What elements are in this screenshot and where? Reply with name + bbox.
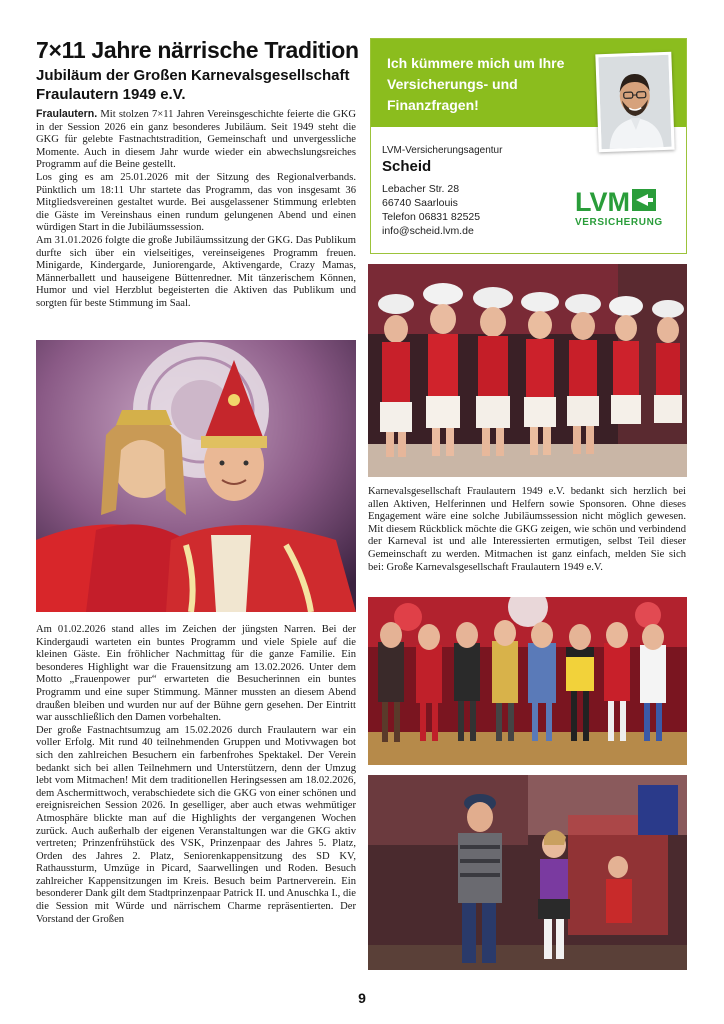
ad-agency-label: LVM-Versicherungsagentur <box>382 145 503 156</box>
paragraph-6: Karnevalsgesellschaft Fraulautern 1949 e.V. bedankt sich herzlich bei allen Aktiven, Helferinnen und Helfern sowie Sponsoren. Ohne dieses Engagement wäre eine solche Jubiläumssession nicht möglich gewesen. Mit diesem Rückblick möchte die GKG zeigen, wie schön und verbindend der Karneval ist und alle Interessierten ermutigen, selbst Teil dieser Gemeinschaft zu werden. Mitmachen ist ganz einfach, melden Sie sich bei: Große Karnevalsgesellschaft Fraulautern 1949 e.V. <box>368 486 686 573</box>
paragraph-4: Am 01.02.2026 stand alles im Zeichen der jüngsten Narren. Bei der Kindergaudi warteten ein buntes Programm und viele Spiele auf die kleinen Gäste. Ein fröhlicher Nachmittag für die ganze Familie. Ein besonderes Highlight war die Frauensitzung am 13.02.2026. Unter dem Motto „Frauenpower pur“ erwarteten die Besucherinnen ein buntes Programm und eine super Stimmung. Männer mussten an diesem Abend draußen bleiben und wurden nur auf der Bühne gern gesehen. Der Eintritt war ausschließlich den Damen vorbehalten. <box>36 624 356 724</box>
dateline: Fraulautern. <box>36 108 98 120</box>
ad-street: Lebacher Str. 28 <box>382 183 460 195</box>
paragraph-1-text: Mit stolzen 7×11 Jahren Vereinsgeschichte feierte die GKG in der Session 2026 ein ganz besonderes Jubiläum. Seit 1949 steht die GKG für gelebte Fastnachtstradition, Gemeinschaft und unvergessliche Momente. Auch in diesem Jahr wurde wieder ein abwechslungsreiches Programm auf die Beine gestellt. <box>36 109 356 171</box>
page-number: 9 <box>358 990 366 1006</box>
ad-email: info@scheid.lvm.de <box>382 225 474 237</box>
paragraph-3: Am 31.01.2026 folgte die große Jubiläumssitzung der GKG. Das Publikum durfte sich über ein vielseitiges, vereinseigenes Programm freuen. Minigarde, Kindergarde, Juniorengarde, Aktivengarde, Crazy Mamas, Männerballett und hauseigene Büttenredner. Mit tänzerischem Können, Humor und viel Herzblut begeisterten die Aktiven das Publikum und sorgten für beste Stimmung im Saal. <box>36 234 356 309</box>
logo-arrow-icon <box>632 189 656 216</box>
text-block-continuation <box>36 624 356 926</box>
ad-phone: Telefon 06831 82525 <box>382 211 481 223</box>
text-block-intro <box>36 108 356 311</box>
ad-contact <box>382 182 480 238</box>
ad-agency-name: Scheid <box>382 158 432 175</box>
article-subtitle: Jubiläum der Großen Karnevalsgesellschaft Fraulautern 1949 e.V. <box>36 67 350 103</box>
ad-headline: Ich kümmere mich um Ihre Versicherungs- und Finanzfragen! <box>387 55 565 113</box>
lvm-advertisement <box>370 38 687 254</box>
paragraph-1 <box>36 108 356 172</box>
text-block-closing <box>368 486 686 574</box>
photo-womens-session <box>368 597 687 765</box>
logo-wordmark <box>575 189 671 216</box>
lvm-logo <box>575 189 671 228</box>
article-header <box>36 36 366 104</box>
agent-portrait <box>595 52 674 153</box>
photo-guard-dancers <box>368 264 687 477</box>
article-title: 7×11 Jahre närrische Tradition <box>36 37 359 63</box>
photo-prince-couple <box>36 340 356 612</box>
paragraph-5: Der große Fastnachtsumzug am 15.02.2026 durch Fraulautern war ein voller Erfolg. Mit rund 40 teilnehmenden Gruppen und Motivwagen bot sich den zahlreichen Besuchern ein farbenfrohes Spektakel. Der Verein bedankt sich bei allen Teilnehmern und Unterstützern, denn der Umzug lebt vom Mitmachen! Mit dem traditionellen Heringsessen am 18.02.2026, dem Aschermittwoch, verabschiedete sich die GKG von einer schönen und ereignisreichen Session 2026. In geselliger, aber auch etwas wehmütiger Atmosphäre blickte man auf die Highlights der vergangenen Wochen zurück. Auch außerhalb der eigenen Veranstaltungen war die GKG aktiv vertreten; Prinzenfrühstück des VSK, Prinzenpaar des Jahres 5. Platz, Orden des Jahres 2. Platz, Seniorenkappensitzung des SD KV, Rathaussturm, Umzüge in Picard, Saarwellingen und Roden. Besuch zahlreicher Kappensitzungen im Kreis. Besuch beim Partnerverein. Ein besonderer Dank gilt dem Stadtprinzenpaar Patrick II. und Anuschka I., die die Session mit Würde und närrischem Charme repräsentierten. Der Vorstand der Großen <box>36 724 356 925</box>
photo-kindergaudi <box>368 775 687 970</box>
logo-subline: VERSICHERUNG <box>575 217 663 228</box>
ad-city: 66740 Saarlouis <box>382 197 458 209</box>
logo-letters: LVM <box>575 187 630 217</box>
paragraph-2: Los ging es am 25.01.2026 mit der Sitzung des Regionalverbands. Pünktlich um 18:11 Uhr startete das Programm, das von insgesamt 36 Mitgliedsvereinen gestaltet wurde. Bei ausgelassener Stimmung erlebten die Gäste im Vereinshaus einen rundum gelungenen Abend und einen würdigen Start in die Jubiläumssession. <box>36 171 356 234</box>
